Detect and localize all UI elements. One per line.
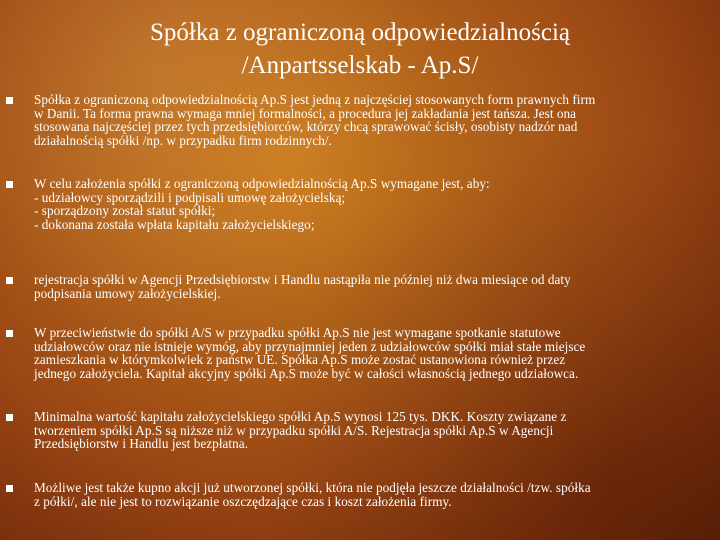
slide-title-line-2: /Anpartsselskab - Ap.S/: [241, 52, 479, 79]
bullet-text-line: z półki/, ale nie jest to rozwiązanie oszczędzające czas i koszt założenia firmy.: [34, 493, 452, 509]
bullet-text: [34, 177, 698, 231]
bullet-text-line: - udziałowcy sporządzili i podpisali umowę założycielską;: [34, 189, 346, 205]
bullet-text-line: - dokonana została wpłata kapitału założycielskiego;: [34, 216, 315, 232]
bullet-text: [34, 326, 698, 380]
bullet-text-line: Minimalna wartość kapitału założycielskiego spółki Ap.S wynosi 125 tys. DKK. Koszty związane z: [34, 409, 567, 424]
bullet-text-line: udziałowców oraz nie istnieje wymóg, aby przynajmniej jeden z udziałowców spółki miał stałe miejsce: [34, 338, 586, 354]
bullet-text-line: jednego założyciela. Kapitał akcyjny spółki Ap.S może być w całości własnością jednego udziałowca.: [34, 365, 579, 381]
bullet-text-line: zamieszkania w którymkolwiek z państw UE. Spółka Ap.S może zostać ustanowiona również przez: [34, 352, 566, 368]
bullet-text-line: W celu założenia spółki z ograniczoną odpowiedzialnością Ap.S wymagane jest, aby:: [34, 176, 490, 191]
bullet-text-line: tworzeniem spółki Ap.S są niższe niż w przypadku spółki A/S. Rejestracja spółki Ap.S w Agencji: [34, 422, 554, 438]
square-bullet-icon: [6, 277, 13, 284]
bullet-text-line: Spółka z ograniczoną odpowiedzialnością Ap.S jest jedną z najczęściej stosowanych form prawnych firm: [34, 92, 596, 107]
bullet-text-line: podpisania umowy założycielskiej.: [34, 285, 221, 301]
square-bullet-icon: [6, 414, 13, 421]
bullet-text: [34, 93, 698, 147]
bullet-text-line: Możliwe jest także kupno akcji już utworzonej spółki, która nie podjęła jeszcze działalności /tzw. spółka: [34, 480, 591, 495]
bullet-text-line: działalnością spółki /np. w przypadku firm rodzinnych/.: [34, 132, 332, 148]
bullet-text: [34, 273, 698, 300]
square-bullet-icon: [6, 485, 13, 492]
bullet-text-line: - sporządzony został statut spółki;: [34, 203, 216, 219]
square-bullet-icon: [6, 97, 13, 104]
slide-title-line-1: Spółka z ograniczoną odpowiedzialnością: [150, 19, 570, 46]
bullet-text-line: W przeciwieństwie do spółki A/S w przypadku spółki Ap.S nie jest wymagane spotkanie statutowe: [34, 325, 561, 340]
bullet-text: [34, 410, 698, 451]
bullet-text-line: Przedsiębiorstw i Handlu jest bezpłatna.: [34, 436, 249, 452]
square-bullet-icon: [6, 330, 13, 337]
bullet-text-line: w Danii. Ta forma prawna wymaga mniej formalności, a procedura jej zakładania jest tańsza. Jest ona: [34, 105, 577, 121]
bullet-text-line: stosowana najczęściej przez tych przedsiębiorców, którzy chcą sprawować ścisły, osobisty nadzór nad: [34, 119, 578, 135]
square-bullet-icon: [6, 181, 13, 188]
bullet-text-line: rejestracja spółki w Agencji Przedsiębiorstw i Handlu nastąpiła nie później niż dwa miesiące od daty: [34, 272, 571, 287]
bullet-text: [34, 481, 698, 508]
